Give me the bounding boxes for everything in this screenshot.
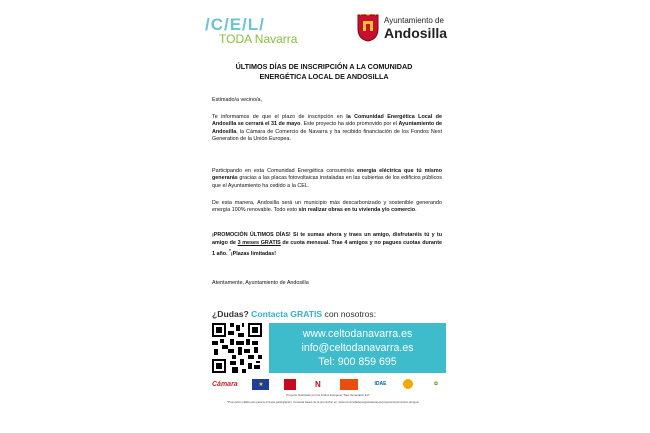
paragraph-promotion: ¡PROMOCIÓN ÚLTIMOS DÍAS! Si te sumas ahora y traes un amigo, disfrutaréis tú y tu amigo de 3 meses GRATIS de cuota mensual. Trae 4 amigos y no pagues cuotas durante 1 año. *¡Plazas limitadas! xyxy=(212,232,442,257)
cel-logo-subtitle: TODA Navarra xyxy=(219,32,298,46)
partner-logo xyxy=(403,379,413,389)
paragraph-renewable: De esta manera, Andosilla será un municipio más descarbonizado y sostenible generando energía 100% renovable. Todo esto sin realizar obras en tu vivienda y/o comercio. xyxy=(212,200,442,214)
cel-logo-mark: /C/E/L/ xyxy=(205,15,265,34)
email-link[interactable]: info@celtodanavarra.es xyxy=(301,342,414,354)
paragraph-deadline: Te informamos de que el plazo de inscripción en la Comunidad Energética Local de Andosilla se cerrará el 31 de mayo. Este proyecto ha sido promovido por el Ayuntamiento de Andosilla, la Cámara de Comercio de Navarra y ha recibido financiación de los Fondos Next Generation de la Unión Europea. xyxy=(212,114,443,143)
ayuntamiento-logo xyxy=(357,14,447,42)
cel-logo xyxy=(205,16,297,46)
ministry-logo xyxy=(284,379,296,390)
phone-link[interactable]: Tel: 900 859 695 xyxy=(318,356,397,368)
title-line-2: ENERGÉTICA LOCAL DE ANDOSILLA xyxy=(259,71,389,81)
page-title xyxy=(205,62,443,81)
camara-logo: Cámara xyxy=(212,380,238,388)
contact-heading: ¿Dudas? Contacta GRATIS con nosotros: xyxy=(212,309,377,319)
funding-note: Proyecto financiado por los fondos Europeos "Next Generation EU" xyxy=(286,393,370,397)
closing: Atentamente, Ayuntamiento de Andosilla xyxy=(212,280,309,286)
promotion-terms: *Promoción válida solo para la primera participación. Consulta bases de la promoción en: www.comunidadenergeticalocal.es/proyectos/promocion-amigos/ xyxy=(227,400,419,404)
sponsor-logos xyxy=(212,377,444,391)
recovery-plan-logo xyxy=(340,379,358,390)
shield-icon xyxy=(357,14,379,42)
ayuntamiento-label: Ayuntamiento de xyxy=(384,15,444,25)
title-line-1: ÚLTIMOS DÍAS DE INSCRIPCIÓN A LA COMUNIDAD xyxy=(235,62,413,71)
greeting: Estimado/a vecino/a, xyxy=(212,97,263,103)
contact-box xyxy=(269,323,446,373)
qr-code-icon[interactable] xyxy=(212,323,262,373)
eu-flag-icon: ★ xyxy=(252,379,269,390)
green-partner-logo: ✿ xyxy=(433,381,439,387)
navarra-logo: N xyxy=(315,379,321,389)
website-link[interactable]: www.celtodanavarra.es xyxy=(302,328,413,340)
idae-logo: IDAE xyxy=(374,381,387,387)
ayuntamiento-name: Andosilla xyxy=(384,24,448,41)
paragraph-benefits: Participando en esta Comunidad Energética consumirás energía eléctrica que tú mismo generarás gracias a las placas fotovoltaicas instaladas en las cubiertas de los edificios públicos que el Ayuntamiento ha cedido a la CEL. xyxy=(212,168,443,189)
